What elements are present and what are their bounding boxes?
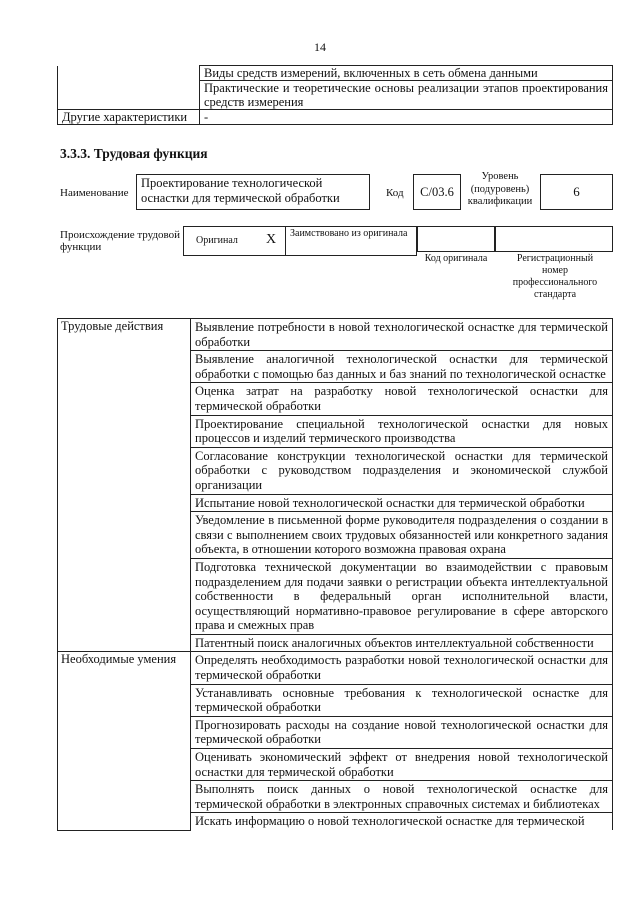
row-text: - (200, 110, 613, 125)
original-code-caption: Код оригинала (424, 253, 488, 264)
row-label (58, 81, 200, 110)
labor-action-item: Подготовка технической документации во взаимодействии с правовым подразделением для подачи заявки о регистрации объекта интеллектуальной собственности в федеральный орган исполнительной власти, осуществляющий нормативно-правовое регулирование в сфере авторского права и смежных прав (191, 558, 613, 634)
row-label: Другие характеристики (58, 110, 200, 125)
skill-item: Выполнять поиск данных о новой технологической оснастке для термической обработки в электронных справочных системах и библиотеках (191, 781, 613, 813)
skill-item: Оценивать экономический эффект от внедрения новой технологической оснастки для термической обработки (191, 749, 613, 781)
table-row (58, 652, 613, 684)
page-number: 14 (314, 40, 326, 54)
borrowed-label: Заимствовано из оригинала (290, 228, 408, 239)
origin-box (183, 226, 417, 256)
registration-number-box (495, 226, 613, 252)
labor-action-item: Проектирование специальной технологической оснастки для новых процессов и изделий термического производства (191, 415, 613, 447)
name-label: Наименование (60, 187, 129, 199)
table-row (58, 66, 613, 81)
skill-item: Определять необходимость разработки новой технологической оснастки для термической обработки (191, 652, 613, 684)
row-text: Виды средств измерений, включенных в сеть обмена данными (200, 66, 613, 81)
table-row (58, 81, 613, 110)
origin-divider (285, 227, 286, 255)
code-label: Код (386, 187, 404, 199)
labor-action-item: Согласование конструкции технологической оснастки для термической обработки с руководством подразделения и экономической службой организации (191, 447, 613, 494)
labor-actions-label: Трудовые действия (58, 319, 191, 652)
function-name-value: Проектирование технологической оснастки для термической обработки (136, 174, 370, 210)
skill-item: Искать информацию о новой технологической оснастке для термической (191, 813, 613, 830)
continuation-table (57, 65, 613, 125)
function-details-table (57, 318, 613, 831)
skill-item: Устанавливать основные требования к технологической оснастке для термической обработки (191, 684, 613, 716)
original-mark: X (266, 232, 277, 247)
code-value: С/03.6 (413, 174, 461, 210)
labor-action-item: Выявление потребности в новой технологической оснастке для термической обработки (191, 319, 613, 351)
labor-action-item: Оценка затрат на разработку новой технологической оснастки для термической обработки (191, 383, 613, 415)
section-title: 3.3.3. Трудовая функция (60, 146, 208, 161)
level-label: Уровень (подуровень) квалификации (467, 171, 533, 207)
skill-item: Прогнозировать расходы на создание новой технологической оснастки для термической обработки (191, 716, 613, 748)
registration-number-caption: Регистрационный номер профессионального стандарта (512, 253, 598, 300)
level-value: 6 (540, 174, 613, 210)
row-label (58, 66, 200, 81)
row-text: Практические и теоретические основы реализации этапов проектирования средств измерения (200, 81, 613, 110)
labor-action-item: Испытание новой технологической оснастки для термической обработки (191, 494, 613, 512)
table-row (58, 110, 613, 125)
labor-action-item: Выявление аналогичной технологической оснастки для термической обработки с помощью баз данных и баз знаний по технологической оснастке (191, 351, 613, 383)
original-code-box (417, 226, 495, 252)
table-row (58, 319, 613, 351)
skills-label: Необходимые умения (58, 652, 191, 830)
labor-action-item: Патентный поиск аналогичных объектов интеллектуальной собственности (191, 634, 613, 652)
origin-label: Происхождение трудовой функции (60, 229, 181, 253)
labor-action-item: Уведомление в письменной форме руководителя подразделения о создании в связи с выполнением своих трудовых обязанностей или конкретного задания объекта, в отношении которого возможна правовая охрана (191, 512, 613, 559)
original-label: Оригинал (196, 235, 238, 246)
